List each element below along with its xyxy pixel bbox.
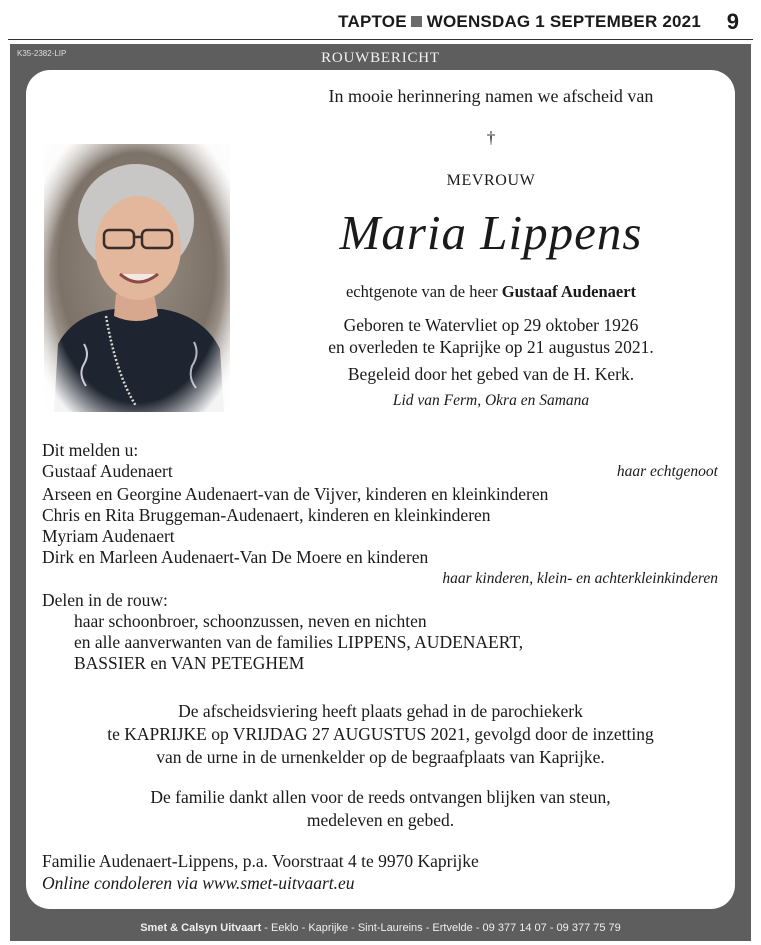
death-notice-frame (10, 44, 751, 941)
spouse-line (266, 282, 716, 302)
list-item: Dirk en Marleen Audenaert-Van De Moere en kinderen (42, 547, 429, 567)
issue-date: WOENSDAG 1 SEPTEMBER 2021 (426, 12, 701, 31)
ceremony-line: De afscheidsviering heeft plaats gehad in de parochiekerk (178, 701, 583, 721)
membership-line: Lid van Ferm, Okra en Samana (392, 392, 590, 409)
children-list (42, 484, 718, 589)
online-condolence-link[interactable]: Online condoleren via www.smet-uitvaart.eu (42, 873, 355, 893)
masthead-title (338, 12, 701, 32)
announcers-list (42, 440, 718, 482)
list-item: en alle aanverwanten van de families LIPPENS, AUDENAERT, (74, 632, 524, 652)
funeral-home-footer (10, 922, 751, 934)
cross-icon: † (486, 128, 496, 147)
notice-category: ROUWBERICHT (321, 50, 440, 66)
ad-reference-code: K35-2382-LIP (17, 49, 67, 58)
list-item: BASSIER en VAN PETEGHEM (74, 653, 305, 673)
deceased-name: Maria Lippens (339, 205, 643, 260)
funeral-home-details: - Eeklo - Kaprijke - Sint-Laureins - Ertvelde - 09 377 14 07 - 09 377 75 79 (261, 922, 621, 934)
list-item: Arseen en Georgine Audenaert-van de Vijver, kinderen en kleinkinderen (42, 484, 549, 504)
announcers-heading: Dit melden u: (42, 440, 139, 460)
ceremony-line: te KAPRIJKE op VRIJDAG 27 AUGUSTUS 2021, gevolgd door de inzetting (107, 724, 654, 744)
mourners-heading: Delen in de rouw: (42, 590, 168, 610)
thanks-text (26, 786, 735, 832)
portrait-image (44, 144, 230, 412)
birth-line: Geboren te Watervliet op 29 oktober 1926 (343, 315, 639, 335)
portrait-photo (44, 144, 230, 412)
children-role: haar kinderen, klein- en achterkleinkinderen (442, 570, 718, 587)
thanks-line: De familie dankt allen voor de reeds ontvangen blijken van steun, (150, 787, 611, 807)
children-role-line (42, 568, 718, 589)
ceremony-line: van de urne in de urnenkelder op de begraafplaats van Kaprijke. (156, 747, 605, 767)
masthead-divider (8, 39, 753, 40)
spouse-name: Gustaaf Audenaert (501, 282, 637, 301)
newspaper-masthead (0, 0, 761, 40)
spouse-entry-name: Gustaaf Audenaert (42, 461, 173, 481)
death-line: en overleden te Kaprijke op 21 augustus 2021. (328, 337, 654, 357)
ceremony-text (26, 700, 735, 769)
life-dates (266, 314, 716, 358)
newspaper-name: TAPTOE (338, 12, 407, 31)
spouse-prefix: echtgenote van de heer (345, 282, 498, 301)
notice-intro: In mooie herinnering namen we afscheid van (328, 86, 654, 106)
spouse-entry (42, 461, 718, 482)
list-item: Myriam Audenaert (42, 526, 175, 546)
list-item: Chris en Rita Bruggeman-Audenaert, kinderen en kleinkinderen (42, 505, 491, 525)
funeral-home-name: Smet & Calsyn Uitvaart (140, 922, 262, 934)
thanks-line: medeleven en gebed. (306, 810, 455, 830)
spouse-entry-role: haar echtgenoot (616, 463, 718, 480)
church-line: Begeleid door het gebed van de H. Kerk. (347, 364, 635, 384)
contact-block (42, 850, 479, 894)
page-number: 9 (726, 9, 739, 34)
list-item: haar schoonbroer, schoonzussen, neven en nichten (74, 611, 427, 631)
family-address: Familie Audenaert-Lippens, p.a. Voorstraat 4 te 9970 Kaprijke (42, 851, 479, 871)
separator-square-icon (411, 16, 422, 27)
notice-card (26, 70, 735, 909)
mourners-list (42, 590, 718, 674)
deceased-title: MEVROUW (446, 172, 536, 189)
